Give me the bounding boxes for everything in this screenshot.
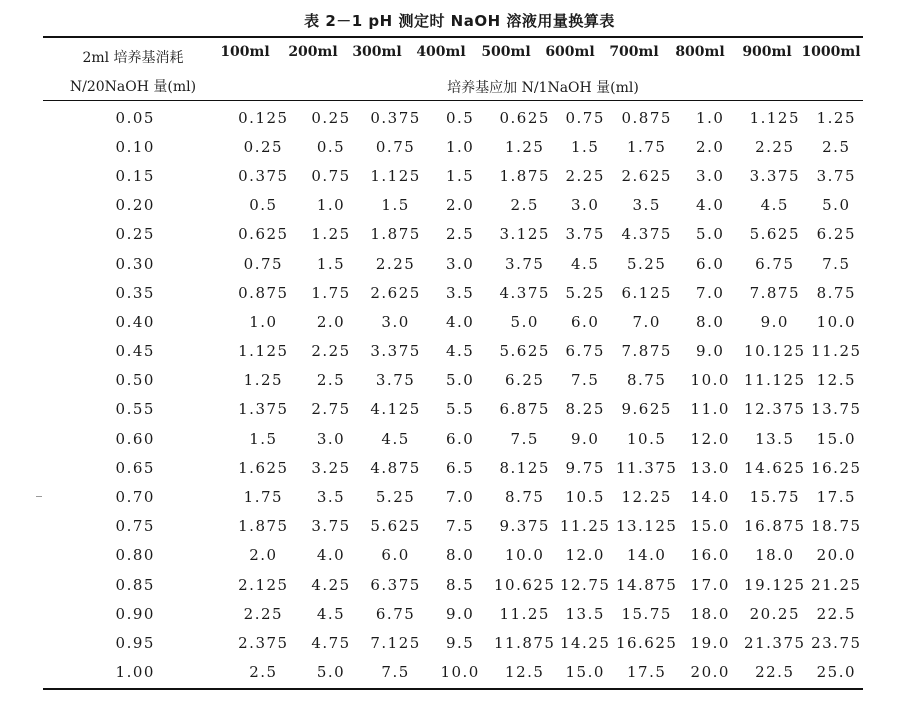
naoh-amount-cell: 2.25 <box>755 137 795 156</box>
table-row <box>43 395 863 424</box>
table-row <box>43 366 863 395</box>
naoh-amount-cell: 25.0 <box>816 663 857 682</box>
naoh-amount-cell: 4.5 <box>316 604 346 623</box>
naoh-amount-cell: 2.5 <box>445 225 475 244</box>
naoh-amount-cell: 8.75 <box>626 371 667 390</box>
naoh-amount-cell: 9.75 <box>565 458 605 477</box>
top-rule <box>43 36 863 38</box>
conversion-table <box>43 103 863 687</box>
table-row <box>43 161 863 190</box>
naoh-amount-cell: 18.0 <box>690 604 730 623</box>
table-row <box>43 249 863 278</box>
naoh-amount-cell: 4.375 <box>499 283 550 302</box>
naoh-amount-cell: 2.25 <box>375 254 416 273</box>
volume-header: 900ml <box>742 44 792 60</box>
naoh-amount-cell: 9.0 <box>696 342 725 361</box>
naoh-amount-cell: 13.75 <box>811 400 862 419</box>
header-consumption-label: 2ml 培养基消耗 <box>82 50 184 66</box>
naoh-amount-cell: 2.5 <box>249 663 278 682</box>
naoh-amount-cell: 4.875 <box>370 458 421 477</box>
naoh-amount-cell: 6.875 <box>499 400 550 419</box>
volume-header: 200ml <box>288 44 338 60</box>
naoh-amount-cell: 3.75 <box>565 225 605 244</box>
naoh-amount-cell: 6.0 <box>696 254 725 273</box>
naoh-amount-cell: 3.75 <box>816 166 857 185</box>
naoh-amount-cell: 11.875 <box>493 633 556 652</box>
naoh-amount-cell: 6.125 <box>621 283 672 302</box>
naoh-amount-cell: 1.875 <box>499 166 550 185</box>
naoh-amount-cell: 1.0 <box>445 137 475 156</box>
naoh-amount-cell: 10.0 <box>505 546 545 565</box>
naoh-amount-cell: 3.375 <box>749 166 801 185</box>
consumption-cell: 0.30 <box>115 254 155 273</box>
naoh-amount-cell: 6.75 <box>375 604 416 623</box>
margin-mark <box>36 496 42 497</box>
naoh-amount-cell: 9.5 <box>445 633 475 652</box>
naoh-amount-cell: 2.25 <box>311 342 351 361</box>
naoh-amount-cell: 1.625 <box>238 458 289 477</box>
table-row <box>43 541 863 570</box>
naoh-amount-cell: 20.0 <box>816 546 857 565</box>
naoh-amount-cell: 2.625 <box>370 283 421 302</box>
naoh-amount-cell: 9.0 <box>571 429 600 448</box>
naoh-amount-cell: 5.0 <box>445 371 475 390</box>
naoh-amount-cell: 18.0 <box>755 546 795 565</box>
table-row <box>43 278 863 307</box>
naoh-amount-cell: 4.375 <box>621 225 672 244</box>
naoh-amount-cell: 9.0 <box>445 604 475 623</box>
naoh-amount-cell: 1.25 <box>243 371 284 390</box>
naoh-amount-cell: 6.0 <box>571 312 600 331</box>
naoh-amount-cell: 0.625 <box>499 108 550 127</box>
naoh-amount-cell: 12.75 <box>559 575 611 594</box>
naoh-amount-cell: 7.5 <box>381 663 410 682</box>
naoh-amount-cell: 0.75 <box>243 254 284 273</box>
naoh-amount-cell: 3.5 <box>632 196 661 215</box>
naoh-amount-cell: 10.125 <box>744 342 806 361</box>
volume-header: 500ml <box>481 44 531 60</box>
naoh-amount-cell: 6.0 <box>445 429 475 448</box>
naoh-amount-cell: 2.0 <box>316 312 346 331</box>
naoh-amount-cell: 0.875 <box>621 108 672 127</box>
naoh-amount-cell: 0.5 <box>249 196 278 215</box>
naoh-amount-cell: 1.75 <box>243 488 284 507</box>
table-row <box>43 307 863 336</box>
consumption-cell: 0.40 <box>115 312 155 331</box>
naoh-amount-cell: 7.0 <box>696 283 725 302</box>
naoh-amount-cell: 8.5 <box>445 575 475 594</box>
naoh-amount-cell: 7.0 <box>445 488 475 507</box>
table-row <box>43 132 863 161</box>
naoh-amount-cell: 4.25 <box>311 575 351 594</box>
naoh-amount-cell: 5.0 <box>696 225 725 244</box>
naoh-amount-cell: 2.5 <box>316 371 346 390</box>
naoh-amount-cell: 1.25 <box>311 225 351 244</box>
naoh-amount-cell: 3.25 <box>311 458 351 477</box>
naoh-amount-cell: 15.0 <box>565 663 605 682</box>
naoh-amount-cell: 1.75 <box>311 283 351 302</box>
consumption-cell: 0.05 <box>115 108 155 127</box>
consumption-cell: 0.15 <box>115 166 155 185</box>
table-title: 表 2－1 pH 测定时 NaOH 溶液用量换算表 <box>304 12 615 30</box>
naoh-amount-cell: 15.75 <box>749 488 801 507</box>
naoh-amount-cell: 4.5 <box>445 342 475 361</box>
naoh-amount-cell: 12.5 <box>816 371 857 390</box>
naoh-amount-cell: 11.125 <box>744 371 806 390</box>
naoh-amount-cell: 5.625 <box>749 225 801 244</box>
naoh-amount-cell: 3.0 <box>381 312 410 331</box>
consumption-cell: 0.70 <box>115 488 155 507</box>
naoh-amount-cell: 1.5 <box>381 196 410 215</box>
naoh-amount-cell: 2.375 <box>238 633 289 652</box>
naoh-amount-cell: 6.5 <box>445 458 475 477</box>
naoh-amount-cell: 6.375 <box>370 575 421 594</box>
naoh-amount-cell: 6.75 <box>755 254 795 273</box>
volume-header: 600ml <box>545 44 595 60</box>
naoh-amount-cell: 0.25 <box>243 137 284 156</box>
naoh-amount-cell: 10.5 <box>565 488 605 507</box>
naoh-amount-cell: 3.0 <box>696 166 725 185</box>
naoh-amount-cell: 4.5 <box>571 254 600 273</box>
naoh-amount-cell: 0.125 <box>238 108 289 127</box>
naoh-amount-cell: 9.0 <box>760 312 789 331</box>
naoh-amount-cell: 1.875 <box>238 517 289 536</box>
naoh-amount-cell: 3.75 <box>375 371 416 390</box>
volume-header-row <box>0 44 919 64</box>
naoh-amount-cell: 5.25 <box>375 488 416 507</box>
naoh-amount-cell: 10.5 <box>626 429 667 448</box>
naoh-amount-cell: 2.5 <box>822 137 851 156</box>
naoh-amount-cell: 12.375 <box>744 400 806 419</box>
naoh-amount-cell: 8.75 <box>505 488 545 507</box>
naoh-amount-cell: 19.0 <box>690 633 730 652</box>
naoh-amount-cell: 9.625 <box>621 400 672 419</box>
naoh-amount-cell: 3.0 <box>316 429 346 448</box>
consumption-cell: 0.95 <box>115 633 155 652</box>
naoh-amount-cell: 0.375 <box>370 108 421 127</box>
naoh-amount-cell: 21.25 <box>811 575 862 594</box>
naoh-amount-cell: 16.0 <box>690 546 730 565</box>
naoh-amount-cell: 7.5 <box>445 517 475 536</box>
table-row <box>43 103 863 132</box>
naoh-amount-cell: 3.5 <box>316 488 346 507</box>
consumption-cell: 0.45 <box>115 342 155 361</box>
consumption-cell: 0.20 <box>115 196 155 215</box>
naoh-amount-cell: 2.0 <box>696 137 725 156</box>
naoh-amount-cell: 16.875 <box>744 517 806 536</box>
naoh-amount-cell: 11.375 <box>615 458 678 477</box>
naoh-amount-cell: 3.125 <box>499 225 550 244</box>
naoh-amount-cell: 1.875 <box>370 225 421 244</box>
naoh-amount-cell: 4.75 <box>311 633 351 652</box>
naoh-amount-cell: 6.25 <box>505 371 545 390</box>
naoh-amount-cell: 4.125 <box>370 400 421 419</box>
table-row <box>43 453 863 482</box>
table-row <box>43 658 863 687</box>
naoh-amount-cell: 13.0 <box>690 458 730 477</box>
naoh-amount-cell: 1.5 <box>445 166 475 185</box>
naoh-amount-cell: 14.25 <box>559 633 611 652</box>
naoh-amount-cell: 1.25 <box>816 108 857 127</box>
naoh-amount-cell: 4.5 <box>760 196 789 215</box>
naoh-amount-cell: 5.25 <box>565 283 605 302</box>
naoh-amount-cell: 0.25 <box>311 108 351 127</box>
naoh-amount-cell: 8.75 <box>816 283 857 302</box>
naoh-amount-cell: 6.25 <box>816 225 857 244</box>
naoh-amount-cell: 2.0 <box>445 196 475 215</box>
naoh-amount-cell: 7.0 <box>632 312 661 331</box>
naoh-amount-cell: 14.875 <box>615 575 678 594</box>
naoh-amount-cell: 20.25 <box>749 604 801 623</box>
table-row <box>43 191 863 220</box>
naoh-amount-cell: 13.5 <box>755 429 795 448</box>
naoh-amount-cell: 14.0 <box>690 488 730 507</box>
naoh-amount-cell: 13.125 <box>615 517 678 536</box>
consumption-cell: 0.25 <box>115 225 155 244</box>
naoh-amount-cell: 3.0 <box>445 254 475 273</box>
bottom-rule <box>43 688 863 690</box>
naoh-amount-cell: 14.0 <box>626 546 667 565</box>
table-row <box>43 482 863 511</box>
naoh-amount-cell: 1.5 <box>316 254 346 273</box>
naoh-amount-cell: 0.75 <box>375 137 416 156</box>
naoh-amount-cell: 22.5 <box>755 663 795 682</box>
naoh-amount-cell: 2.0 <box>249 546 278 565</box>
naoh-amount-cell: 5.625 <box>499 342 550 361</box>
consumption-cell: 0.90 <box>115 604 155 623</box>
table-row <box>43 628 863 657</box>
naoh-amount-cell: 1.0 <box>316 196 346 215</box>
naoh-amount-cell: 1.375 <box>238 400 289 419</box>
consumption-cell: 0.50 <box>115 371 155 390</box>
naoh-amount-cell: 5.0 <box>510 312 539 331</box>
naoh-amount-cell: 8.125 <box>499 458 550 477</box>
naoh-amount-cell: 0.5 <box>316 137 346 156</box>
naoh-amount-cell: 1.0 <box>249 312 278 331</box>
volume-header: 700ml <box>609 44 659 60</box>
naoh-amount-cell: 6.75 <box>565 342 605 361</box>
naoh-amount-cell: 12.25 <box>621 488 672 507</box>
consumption-cell: 0.75 <box>115 517 155 536</box>
naoh-amount-cell: 3.0 <box>571 196 600 215</box>
naoh-amount-cell: 10.0 <box>440 663 480 682</box>
naoh-amount-cell: 7.5 <box>822 254 851 273</box>
naoh-amount-cell: 5.0 <box>316 663 346 682</box>
naoh-amount-cell: 1.75 <box>626 137 667 156</box>
naoh-amount-cell: 16.25 <box>811 458 862 477</box>
naoh-amount-cell: 9.375 <box>499 517 550 536</box>
volume-header: 100ml <box>220 44 270 60</box>
consumption-cell: 0.85 <box>115 575 155 594</box>
naoh-amount-cell: 7.875 <box>749 283 801 302</box>
naoh-amount-cell: 1.25 <box>505 137 545 156</box>
naoh-amount-cell: 14.625 <box>744 458 806 477</box>
naoh-amount-cell: 1.5 <box>249 429 278 448</box>
naoh-amount-cell: 11.0 <box>690 400 730 419</box>
naoh-amount-cell: 0.875 <box>238 283 289 302</box>
naoh-amount-cell: 10.0 <box>816 312 857 331</box>
naoh-amount-cell: 20.0 <box>690 663 730 682</box>
naoh-amount-cell: 2.125 <box>238 575 289 594</box>
table-row <box>43 599 863 628</box>
naoh-amount-cell: 7.125 <box>370 633 421 652</box>
naoh-amount-cell: 15.0 <box>690 517 730 536</box>
naoh-amount-cell: 12.0 <box>690 429 730 448</box>
naoh-amount-cell: 0.75 <box>311 166 351 185</box>
naoh-amount-cell: 23.75 <box>811 633 862 652</box>
naoh-amount-cell: 3.75 <box>505 254 545 273</box>
naoh-amount-cell: 18.75 <box>811 517 862 536</box>
naoh-amount-cell: 17.5 <box>626 663 667 682</box>
consumption-cell: 0.55 <box>115 400 155 419</box>
naoh-amount-cell: 7.875 <box>621 342 672 361</box>
naoh-amount-cell: 5.5 <box>445 400 475 419</box>
consumption-cell: 0.80 <box>115 546 155 565</box>
naoh-amount-cell: 8.0 <box>696 312 725 331</box>
naoh-amount-cell: 0.625 <box>238 225 289 244</box>
naoh-amount-cell: 0.75 <box>565 108 605 127</box>
naoh-amount-cell: 8.0 <box>445 546 475 565</box>
naoh-amount-cell: 6.0 <box>381 546 410 565</box>
naoh-amount-cell: 0.5 <box>445 108 475 127</box>
naoh-amount-cell: 3.375 <box>370 342 421 361</box>
naoh-amount-cell: 10.0 <box>690 371 730 390</box>
table-body <box>43 103 863 687</box>
naoh-amount-cell: 1.125 <box>749 108 801 127</box>
naoh-amount-cell: 4.0 <box>316 546 346 565</box>
naoh-amount-cell: 19.125 <box>744 575 806 594</box>
naoh-amount-cell: 2.25 <box>243 604 284 623</box>
naoh-amount-cell: 4.0 <box>696 196 725 215</box>
naoh-amount-cell: 17.5 <box>816 488 857 507</box>
table-row <box>43 512 863 541</box>
naoh-amount-cell: 1.125 <box>370 166 421 185</box>
naoh-amount-cell: 2.625 <box>621 166 672 185</box>
table-row <box>43 337 863 366</box>
naoh-amount-cell: 17.0 <box>690 575 730 594</box>
naoh-amount-cell: 22.5 <box>816 604 857 623</box>
consumption-cell: 0.60 <box>115 429 155 448</box>
header-naoh-added-label: 培养基应加 N/1NaOH 量(ml) <box>447 80 639 96</box>
naoh-amount-cell: 12.0 <box>565 546 605 565</box>
naoh-amount-cell: 5.0 <box>822 196 851 215</box>
consumption-cell: 0.65 <box>115 458 155 477</box>
naoh-amount-cell: 11.25 <box>811 342 862 361</box>
volume-header: 400ml <box>416 44 466 60</box>
naoh-amount-cell: 5.625 <box>370 517 421 536</box>
volume-header: 1000ml <box>801 44 861 60</box>
volume-header: 800ml <box>675 44 725 60</box>
naoh-amount-cell: 7.5 <box>571 371 600 390</box>
naoh-amount-cell: 2.25 <box>565 166 605 185</box>
naoh-amount-cell: 1.125 <box>238 342 289 361</box>
naoh-amount-cell: 4.0 <box>445 312 475 331</box>
naoh-amount-cell: 3.75 <box>311 517 351 536</box>
naoh-amount-cell: 12.5 <box>505 663 545 682</box>
consumption-cell: 0.10 <box>115 137 155 156</box>
table-row <box>43 220 863 249</box>
naoh-amount-cell: 0.375 <box>238 166 289 185</box>
naoh-amount-cell: 3.5 <box>445 283 475 302</box>
naoh-amount-cell: 15.0 <box>816 429 857 448</box>
consumption-cell: 0.35 <box>115 283 155 302</box>
naoh-amount-cell: 16.625 <box>615 633 678 652</box>
naoh-amount-cell: 8.25 <box>565 400 605 419</box>
naoh-amount-cell: 2.5 <box>510 196 539 215</box>
naoh-amount-cell: 1.5 <box>571 137 600 156</box>
naoh-amount-cell: 15.75 <box>621 604 672 623</box>
naoh-amount-cell: 2.75 <box>311 400 351 419</box>
volume-header: 300ml <box>352 44 402 60</box>
header-rule <box>43 100 863 101</box>
naoh-amount-cell: 4.5 <box>381 429 410 448</box>
table-row <box>43 570 863 599</box>
naoh-amount-cell: 21.375 <box>744 633 806 652</box>
naoh-amount-cell: 5.25 <box>626 254 667 273</box>
header-naoh-label: N/20NaOH 量(ml) <box>69 79 197 95</box>
naoh-amount-cell: 10.625 <box>493 575 556 594</box>
naoh-amount-cell: 13.5 <box>565 604 605 623</box>
consumption-cell: 1.00 <box>115 663 155 682</box>
naoh-amount-cell: 1.0 <box>696 108 725 127</box>
naoh-amount-cell: 11.25 <box>559 517 611 536</box>
table-row <box>43 424 863 453</box>
naoh-amount-cell: 7.5 <box>510 429 539 448</box>
naoh-amount-cell: 11.25 <box>499 604 550 623</box>
